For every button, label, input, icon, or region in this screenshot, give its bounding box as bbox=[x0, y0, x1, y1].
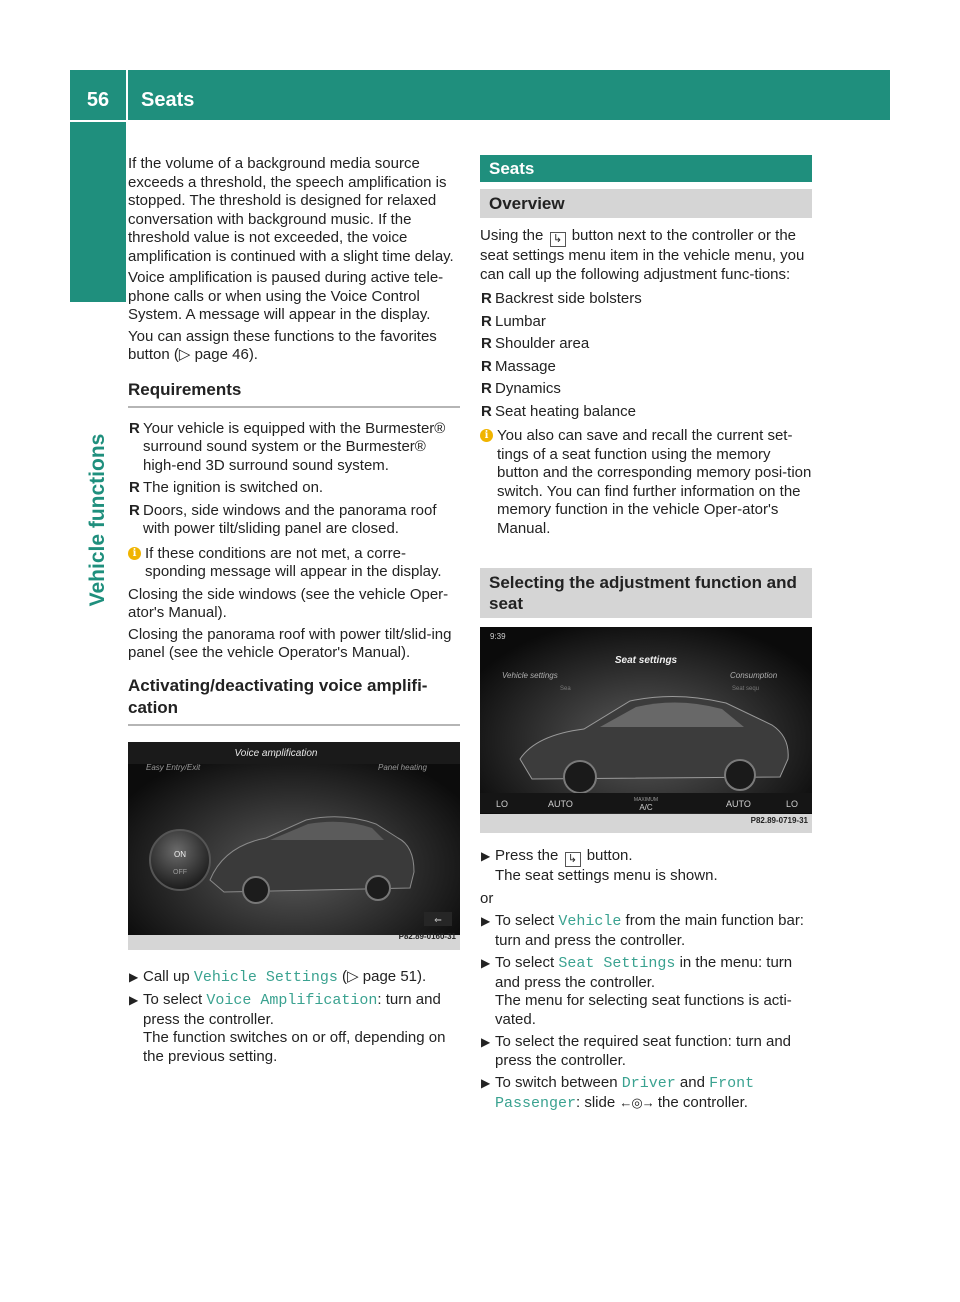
voice-amplification-screen bbox=[128, 742, 460, 950]
adjustment-functions-list bbox=[480, 290, 812, 421]
climate-ac[interactable]: A/C bbox=[639, 803, 653, 812]
step-arrow-icon: ▶ bbox=[129, 993, 139, 1007]
list-item-text: Doors, side windows and the panorama roof with power tilt/sliding panel are closed. bbox=[143, 501, 437, 537]
seat-steps-more bbox=[480, 912, 812, 1113]
step-text: To select bbox=[495, 954, 559, 971]
step-arrow-icon: ▶ bbox=[481, 1076, 491, 1090]
car-wheel-rear bbox=[725, 760, 755, 790]
list-item-text: Massage bbox=[495, 357, 556, 375]
list-item-text: Shoulder area bbox=[495, 335, 590, 352]
step-text: : turn and press the controller. bbox=[143, 991, 441, 1028]
voice-steps bbox=[128, 968, 460, 1067]
bullet-icon: R bbox=[129, 501, 140, 519]
step-item bbox=[480, 954, 812, 1029]
climate-auto-right[interactable]: AUTO bbox=[726, 799, 751, 809]
code-vehicle: Vehicle bbox=[558, 913, 622, 930]
step-text: button. bbox=[582, 847, 633, 864]
list-item bbox=[480, 380, 812, 399]
page-number: 56 bbox=[86, 89, 110, 111]
step-result: The menu for selecting seat functions is acti-vated. bbox=[495, 992, 792, 1028]
left-column bbox=[128, 155, 460, 1070]
intro-para-2: Voice amplification is paused during active tele-phone calls or when using the Voice Control System. A message will appear in the display. bbox=[128, 269, 444, 323]
screen-left-sub: Sea bbox=[560, 686, 571, 692]
selecting-heading: Selecting the adjustment function and seat bbox=[480, 568, 812, 618]
knob-off-label: OFF bbox=[173, 868, 187, 876]
step-arrow-icon: ▶ bbox=[129, 969, 139, 984]
step-item bbox=[480, 912, 812, 950]
right-column bbox=[480, 155, 812, 1117]
bullet-icon: R bbox=[481, 402, 492, 420]
info-note-text: You also can save and recall the current set-tings of a seat function using the memory button and the corresponding memory posi-tion switch. You can find further information on the memory function in the vehicle Oper-ator's Manual. bbox=[497, 427, 812, 537]
list-item-text: Your vehicle is equipped with the Burmester® surround sound system or the Burmester® high-end 3D surround sound system. bbox=[143, 419, 446, 474]
screen-right-item: Consumption bbox=[730, 671, 778, 680]
seat-steps bbox=[480, 847, 812, 886]
screen-left-item: Easy Entry/Exit bbox=[146, 762, 201, 772]
activating-heading: Activating/deactivating voice amplifi-cation bbox=[128, 675, 460, 726]
screen-right-item: Panel heating bbox=[378, 762, 427, 772]
screenshot-caption: P82.89-0160-31 bbox=[398, 932, 456, 941]
page-ref-link[interactable]: page 51). bbox=[362, 967, 427, 985]
list-item bbox=[128, 502, 460, 539]
step-item bbox=[480, 1033, 812, 1070]
on-off-knob[interactable] bbox=[150, 830, 210, 890]
info-note-text: If these conditions are not met, a corre-sponding message will appear in the display. bbox=[145, 544, 442, 580]
bullet-icon: R bbox=[129, 419, 140, 437]
step-text: To select the required seat function: turn and press the controller. bbox=[495, 1033, 792, 1069]
requirements-list bbox=[128, 420, 460, 539]
code-voice-amplification: Voice Amplification bbox=[206, 992, 378, 1009]
step-arrow-icon: ▶ bbox=[481, 849, 491, 863]
step-text: To switch between bbox=[495, 1074, 622, 1091]
page-title: Seats bbox=[141, 89, 195, 111]
list-item bbox=[480, 313, 812, 332]
closing-para-2: Closing the panorama roof with power tilt/slid-ing panel (see the vehicle Operator's Manual). bbox=[128, 625, 452, 661]
step-arrow-icon: ▶ bbox=[481, 1035, 491, 1049]
list-item bbox=[480, 290, 812, 309]
step-text: and bbox=[675, 1074, 710, 1091]
step-item bbox=[128, 968, 460, 988]
step-text: To select bbox=[495, 912, 559, 929]
favorites-text: You can assign these functions to the favorites button ( bbox=[128, 327, 437, 363]
voice-amplification-screenshot bbox=[128, 742, 460, 950]
code-front-passenger: Front Passenger bbox=[495, 1075, 755, 1112]
page-ref-link[interactable]: page 46). bbox=[194, 346, 258, 363]
screen-title: Seat settings bbox=[614, 655, 678, 666]
knob-on-label: ON bbox=[174, 849, 186, 859]
info-icon: i bbox=[128, 547, 141, 560]
header-divider bbox=[126, 70, 128, 120]
info-icon: i bbox=[480, 429, 493, 442]
step-text: in the menu: turn and press the controller. bbox=[495, 954, 793, 991]
code-seat-settings: Seat Settings bbox=[558, 955, 676, 972]
step-text: the controller. bbox=[653, 1093, 748, 1111]
info-note bbox=[128, 545, 460, 582]
seat-settings-screenshot bbox=[480, 627, 812, 833]
seat-button-icon: ↳ bbox=[565, 852, 581, 867]
step-item bbox=[128, 991, 460, 1066]
list-item-text: The ignition is switched on. bbox=[143, 479, 324, 496]
bullet-icon: R bbox=[481, 312, 492, 330]
climate-center-top: MAXIMUM bbox=[633, 797, 659, 803]
back-icon: ⇐ bbox=[434, 915, 442, 926]
closing-para-1: Closing the side windows (see the vehicle Oper-ator's Manual). bbox=[128, 585, 449, 621]
screenshot-caption: P82.89-0719-31 bbox=[750, 815, 808, 825]
step-text: Press the bbox=[495, 847, 563, 864]
or-text: or bbox=[480, 889, 494, 907]
climate-auto-left[interactable]: AUTO bbox=[548, 799, 573, 809]
step-item bbox=[480, 847, 812, 886]
seat-button-icon: ↳ bbox=[550, 232, 566, 247]
seat-settings-screen bbox=[480, 627, 812, 833]
code-vehicle-settings: Vehicle Settings bbox=[193, 968, 338, 986]
bullet-icon: R bbox=[481, 290, 492, 307]
overview-text: button next to the controller or the seat settings menu item in the vehicle menu, you can call up the following adjustment func-tions: bbox=[480, 227, 805, 283]
climate-temp-left[interactable]: LO bbox=[496, 799, 509, 809]
bullet-icon: R bbox=[129, 479, 140, 496]
step-arrow-icon: ▶ bbox=[481, 956, 491, 970]
step-text: from the main function bar: turn and press the controller. bbox=[495, 912, 804, 949]
list-item bbox=[128, 479, 460, 498]
list-item bbox=[480, 403, 812, 422]
climate-temp-right[interactable]: LO bbox=[786, 799, 799, 809]
step-item bbox=[480, 1074, 812, 1113]
car-wheel-front bbox=[243, 877, 269, 903]
step-result: The seat settings menu is shown. bbox=[495, 867, 718, 884]
code-driver: Driver bbox=[621, 1075, 676, 1092]
side-label-text: Vehicle functions bbox=[85, 433, 109, 607]
requirements-heading: Requirements bbox=[128, 379, 460, 408]
intro-para-1: If the volume of a background media source exceeds a threshold, the speech amplification is stopped. The threshold is designed for relaxed conversation with background music. If the threshold value is not exceeded, the voice amplification is continued with a slight time delay. bbox=[128, 155, 454, 265]
list-item-text: Seat heating balance bbox=[495, 402, 636, 420]
overview-para bbox=[480, 227, 812, 284]
list-item bbox=[128, 420, 460, 476]
step-text: : slide bbox=[576, 1093, 620, 1111]
step-text: To select bbox=[143, 991, 207, 1008]
step-text: Call up bbox=[143, 967, 194, 985]
step-result: The function switches on or off, depending on the previous setting. bbox=[143, 1029, 446, 1065]
car-wheel-front bbox=[564, 761, 596, 793]
info-note bbox=[480, 427, 812, 538]
screen-time: 9:39 bbox=[490, 632, 506, 641]
page-ref-arrow-icon: ▷ bbox=[178, 346, 191, 363]
car-wheel-rear bbox=[366, 876, 390, 900]
bullet-icon: R bbox=[481, 335, 492, 352]
bullet-icon: R bbox=[481, 357, 492, 375]
list-item-text: Backrest side bolsters bbox=[495, 290, 642, 307]
list-item-text: Lumbar bbox=[495, 312, 546, 330]
step-arrow-icon: ▶ bbox=[481, 914, 491, 928]
favorites-para bbox=[128, 328, 460, 365]
controller-slide-icon: ←◎→ bbox=[619, 1094, 654, 1110]
side-tab bbox=[70, 122, 126, 302]
list-item bbox=[480, 335, 812, 354]
list-item bbox=[480, 358, 812, 377]
screen-right-sub: Seat sequ bbox=[732, 686, 760, 692]
section-banner: Seats bbox=[480, 155, 812, 182]
list-item-text: Dynamics bbox=[495, 380, 561, 397]
screen-left-item: Vehicle settings bbox=[502, 671, 558, 680]
screen-title: Voice amplification bbox=[234, 747, 318, 759]
bullet-icon: R bbox=[481, 380, 492, 397]
overview-text: Using the bbox=[480, 227, 548, 244]
step-text: ( bbox=[337, 967, 348, 985]
page-ref-arrow-icon: ▷ bbox=[347, 967, 359, 985]
overview-heading: Overview bbox=[480, 189, 812, 218]
